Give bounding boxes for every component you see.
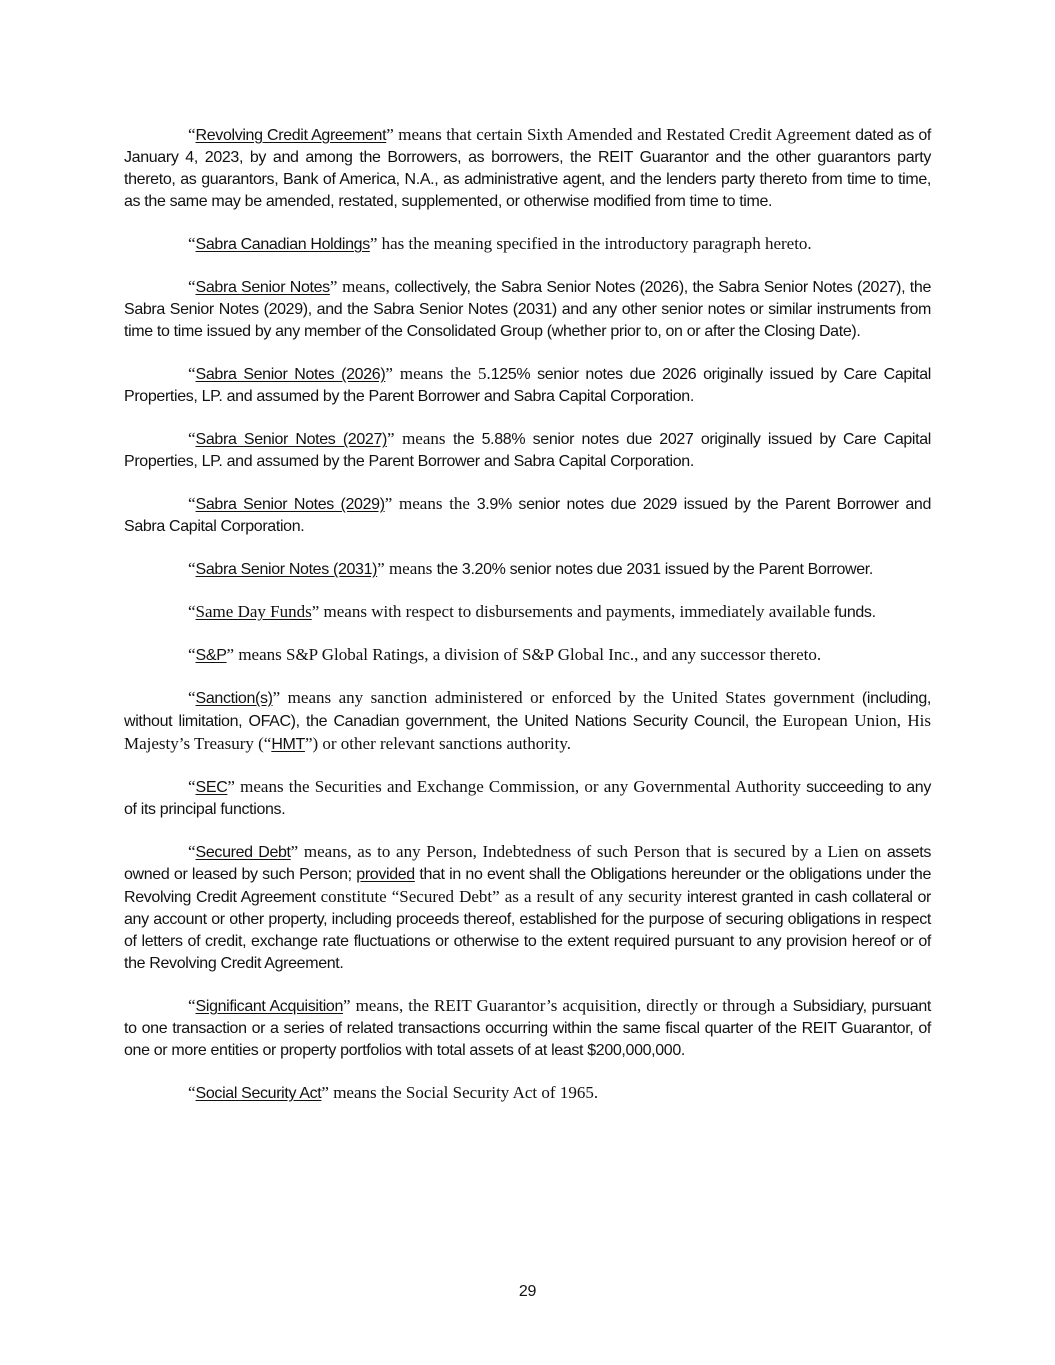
definition-sanctions: “Sanction(s)” means any sanction administered or enforced by the United States government (including, without limitation, OFAC), the Canadian government, the United Nations Security Council, the European Union, His Majesty’s Treasury (“HMT”) or other relevant sanctions authority.	[124, 688, 931, 753]
definition-sabra-senior-notes-2027: “Sabra Senior Notes (2027)” means the 5.88% senior notes due 2027 originally issued by Care Capital Properties, LP. and assumed by the Parent Borrower and Sabra Capital Corporation.	[124, 429, 931, 470]
page-number: 29	[518, 1283, 537, 1300]
defined-term: SEC	[195, 779, 228, 796]
definition-revolving-credit-agreement: “Revolving Credit Agreement” means that certain Sixth Amended and Restated Credit Agreement dated as of January 4, 2023, by and among the Borrowers, as borrowers, the REIT Guarantor and the other guarantors party thereto, as guarantors, Bank of America, N.A., as administrative agent, and the lenders party thereto from time to time, as the same may be amended, restated, supplemented, or otherwise modified from time to time.	[124, 125, 931, 210]
defined-term: Social Security Act	[195, 1085, 322, 1102]
document-page	[124, 124, 931, 1125]
definition-same-day-funds: “Same Day Funds” means with respect to disbursements and payments, immediately available funds.	[188, 602, 876, 621]
defined-term: Sabra Senior Notes (2027)	[195, 431, 387, 448]
definition-significant-acquisition: “Significant Acquisition” means, the REIT Guarantor’s acquisition, directly or through a Subsidiary, pursuant to one transaction or a series of related transactions occurring within the same fiscal quarter of the REIT Guarantor, of one or more entities or property portfolios with total assets of at least $200,000,000.	[124, 996, 931, 1059]
definition-s-and-p: “S&P” means S&P Global Ratings, a division of S&P Global Inc., and any successor thereto.	[188, 645, 822, 664]
defined-term: provided	[356, 866, 415, 883]
defined-term: S&P	[195, 647, 227, 664]
defined-term: HMT	[271, 736, 305, 753]
definition-secured-debt: “Secured Debt” means, as to any Person, Indebtedness of such Person that is secured by a Lien on assets owned or leased by such Person; provided that in no event shall the Obligations hereunder or the obligations under the Revolving Credit Agreement constitute “Secured Debt” as a result of any security interest granted in cash collateral or any account or other property, including proceeds thereof, established for the purpose of securing obligations in respect of letters of credit, exchange rate fluctuations or otherwise to the extent required pursuant to any provision hereof or of the Revolving Credit Agreement.	[124, 842, 932, 972]
defined-term: Sabra Senior Notes (2031)	[195, 561, 378, 578]
definition-sabra-senior-notes: “Sabra Senior Notes” means, collectively, the Sabra Senior Notes (2026), the Sabra Senior Notes (2027), the Sabra Senior Notes (2029), and the Sabra Senior Notes (2031) and any other senior notes or similar instruments from time to time issued by any member of the Consolidated Group (whether prior to, on or after the Closing Date).	[124, 277, 932, 340]
defined-term: Sabra Senior Notes (2026)	[195, 366, 386, 383]
definition-sec: “SEC” means the Securities and Exchange Commission, or any Governmental Authority succeeding to any of its principal functions.	[124, 777, 932, 818]
defined-term: Sabra Senior Notes	[195, 279, 330, 296]
definition-social-security-act: “Social Security Act” means the Social Security Act of 1965.	[188, 1083, 599, 1102]
defined-term: Sabra Canadian Holdings	[195, 236, 370, 253]
defined-term: Same Day Funds	[195, 602, 312, 621]
definition-sabra-senior-notes-2029: “Sabra Senior Notes (2029)” means the 3.9% senior notes due 2029 issued by the Parent Borrower and Sabra Capital Corporation.	[124, 494, 931, 535]
defined-term: Secured Debt	[195, 844, 291, 861]
defined-term: Revolving Credit Agreement	[195, 127, 387, 144]
defined-term: Sanction(s)	[195, 690, 273, 707]
definition-sabra-senior-notes-2031: “Sabra Senior Notes (2031)” means the 3.20% senior notes due 2031 issued by the Parent Borrower.	[188, 559, 873, 578]
defined-term: Significant Acquisition	[195, 998, 344, 1015]
definition-sabra-canadian-holdings: “Sabra Canadian Holdings” has the meaning specified in the introductory paragraph hereto.	[188, 234, 812, 253]
defined-term: Sabra Senior Notes (2029)	[195, 496, 385, 513]
definition-sabra-senior-notes-2026: “Sabra Senior Notes (2026)” means the 5.125% senior notes due 2026 originally issued by Care Capital Properties, LP. and assumed by the Parent Borrower and Sabra Capital Corporation.	[124, 364, 931, 405]
